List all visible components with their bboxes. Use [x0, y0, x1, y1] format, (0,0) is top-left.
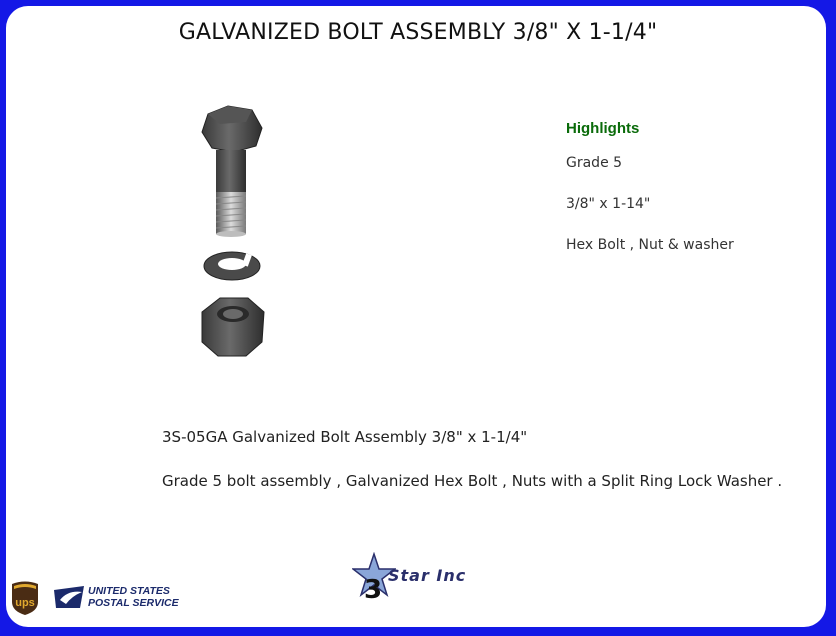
highlight-item: Hex Bolt , Nut & washer — [566, 237, 734, 253]
page-title: GALVANIZED BOLT ASSEMBLY 3/8" X 1-1/4" — [178, 20, 658, 45]
usps-logo — [54, 584, 184, 612]
hex-nut-icon — [202, 298, 264, 356]
product-description — [162, 428, 802, 516]
three-star-logo — [352, 552, 492, 602]
highlight-item: Grade 5 — [566, 155, 623, 171]
highlights-panel — [566, 120, 806, 278]
usps-line2: POSTAL SERVICE — [88, 597, 179, 609]
ups-logo-icon — [10, 580, 40, 616]
product-detail-line: Grade 5 bolt assembly , Galvanized Hex Bolt , Nuts with a Split Ring Lock Washer . — [162, 472, 783, 490]
usps-eagle-icon — [54, 584, 86, 610]
three-star-logo-text: Star Inc — [388, 566, 467, 585]
highlights-heading: Highlights — [566, 120, 640, 137]
star-logo-numeral: 3 — [364, 575, 383, 602]
usps-line1: UNITED STATES — [88, 585, 170, 597]
highlight-item: 3/8" x 1-14" — [566, 196, 651, 212]
product-sku-line: 3S-05GA Galvanized Bolt Assembly 3/8" x 1-1/4" — [162, 428, 528, 446]
hex-bolt-icon — [202, 106, 262, 237]
lock-washer-icon — [204, 252, 260, 280]
page-frame — [6, 6, 826, 627]
product-image — [190, 104, 280, 364]
ups-logo-text: ups — [15, 597, 35, 609]
